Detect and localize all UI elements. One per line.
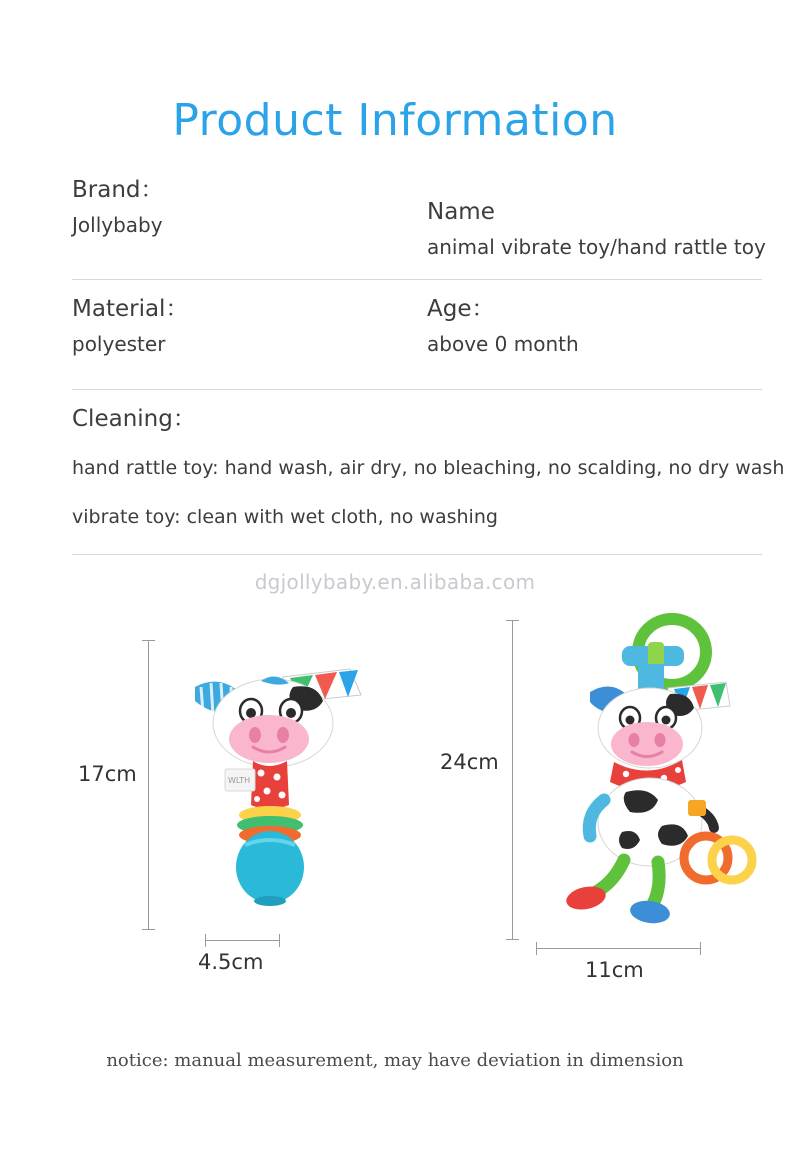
figure-vibrate-toy: [440, 600, 760, 1000]
age-label: Age：: [427, 296, 495, 322]
spec-cell-brand: [72, 175, 427, 279]
age-value: above 0 month: [427, 332, 579, 356]
page-title: Product Information: [172, 95, 618, 147]
figure-hand-rattle-toy: [78, 600, 400, 1000]
brand-label: Brand：: [72, 177, 164, 203]
cleaning-line-2: vibrate toy: clean with wet cloth, no washing: [72, 506, 498, 528]
spec-cell-name: [427, 175, 766, 279]
left-height-dimension-line: [148, 640, 149, 930]
spec-row-material-age: [72, 280, 762, 389]
cleaning-line-1: hand rattle toy: hand wash, air dry, no bleaching, no scalding, no dry wash: [72, 457, 785, 479]
brand-value: Jollybaby: [72, 213, 163, 237]
right-height-label: 24cm: [440, 750, 499, 774]
watermark-url: dgjollybaby.en.alibaba.com: [254, 570, 536, 594]
hand-rattle-toy-illustration: [165, 635, 385, 955]
name-value: animal vibrate toy/hand rattle toy: [427, 235, 766, 259]
svg-text:WLTH: WLTH: [228, 776, 251, 785]
spec-row-brand-name: [72, 175, 766, 279]
spec-cell-age: [427, 294, 762, 389]
right-width-label: 11cm: [585, 958, 644, 982]
measurement-notice: notice: manual measurement, may have deviation in dimension: [106, 1050, 684, 1071]
right-height-dimension-line: [512, 620, 513, 940]
left-width-label: 4.5cm: [198, 950, 264, 974]
specs-table: [72, 175, 785, 555]
spec-row-cleaning: [72, 390, 785, 532]
cleaning-label: Cleaning：: [72, 406, 196, 432]
material-value: polyester: [72, 332, 166, 356]
vibrate-toy-illustration: [530, 610, 780, 955]
name-label: Name: [427, 199, 495, 225]
spec-cell-material: [72, 294, 427, 389]
divider-3: [72, 554, 762, 555]
material-label: Material：: [72, 296, 189, 322]
left-height-label: 17cm: [78, 762, 137, 786]
